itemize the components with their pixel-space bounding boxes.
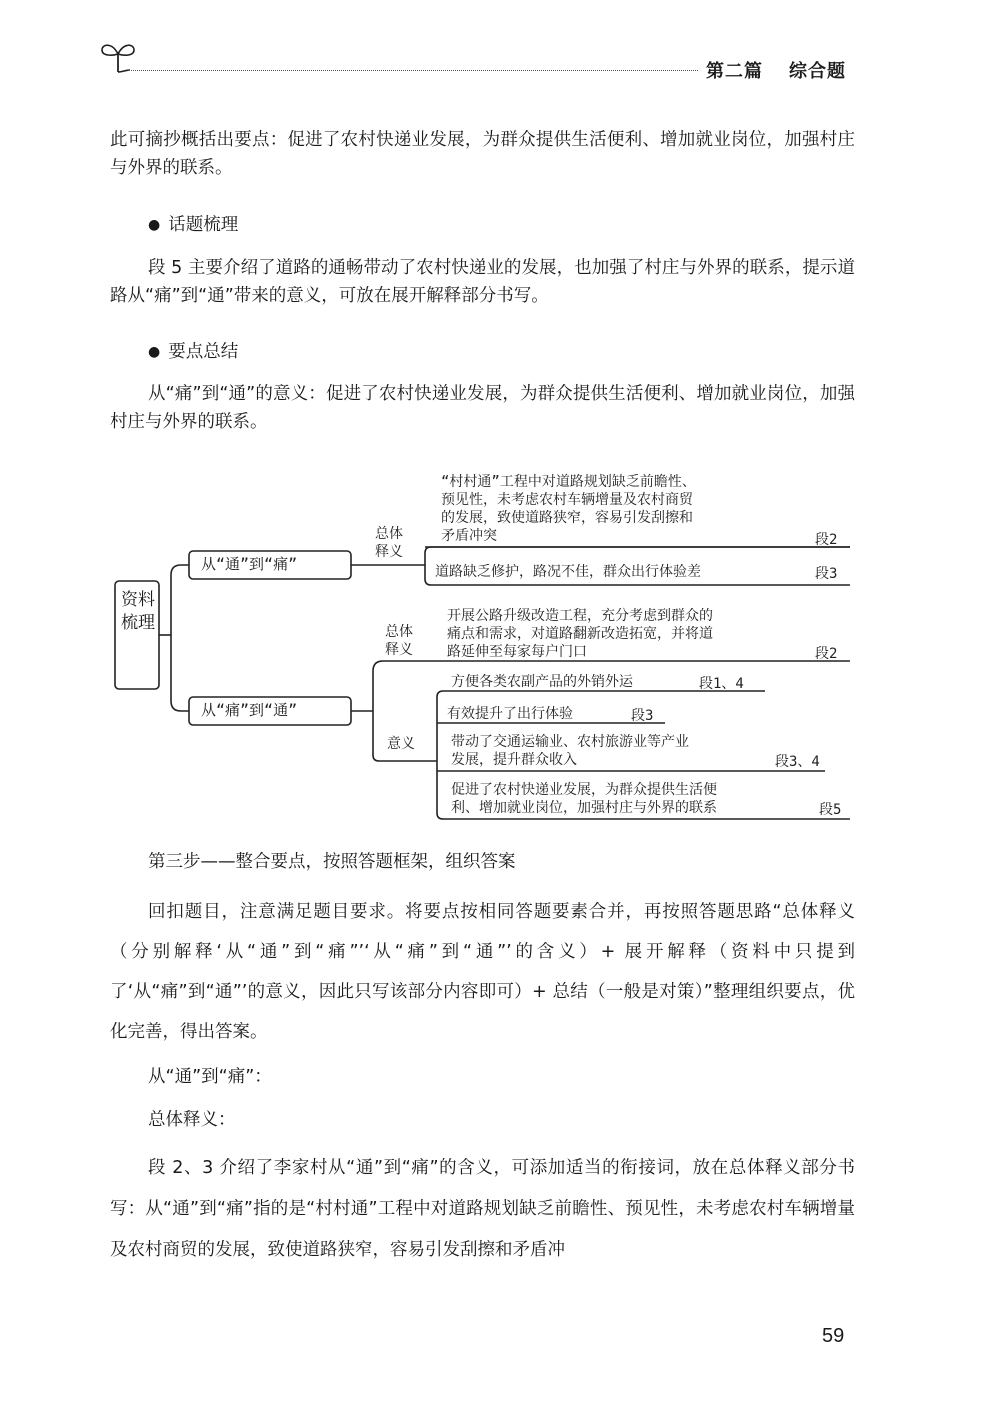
mind-map-root — [120, 589, 156, 635]
branch2-item-1: 开展公路升级改造工程，充分考虑到群众的 痛点和需求，对道路翻新改造拓宽，并将道 路延伸至每家每户门口 — [447, 608, 713, 660]
paragraph-4: 回扣题目，注意满足题目要求。将要点按相同答题要素合并，再按照答题思路“总体释义（分别解释‘从“通”到“痛”’‘从“痛”到“通”’的含义）+ 展开解释（资料中只提到了‘从“痛”到“通”’的意义，因此只写该部分内容即可）+ 总结（一般是对策）”整理组织要点，优化完善，得出答案。 — [110, 902, 855, 1042]
branch2-sub-label-2: 意义 — [387, 736, 415, 752]
branch2-item-4: 带动了交通运输业、农村旅游业等产业 发展，提升群众收入 — [451, 734, 689, 768]
page-header — [0, 0, 1000, 100]
header-section: 综合题 — [789, 61, 846, 82]
step-three-heading: 第三步——整合要点，按照答题框架，组织答案 — [148, 852, 516, 872]
paragraph-6: 总体释义： — [148, 1110, 236, 1130]
header-divider — [128, 70, 698, 71]
paragraph-7: 段 2、3 介绍了李家村从“通”到“痛”的含义，可添加适当的衔接词，放在总体释义部分书写：从“通”到“痛”指的是“村村通”工程中对道路规划缺乏前瞻性、预见性，未考虑农村车辆增量及农村商贸的发展，致使道路狭窄，容易引发刮擦和矛盾冲 — [110, 1158, 855, 1260]
sprout-icon — [98, 38, 138, 74]
branch2-item-5: 促进了农村快递业发展，为群众提供生活便 利、增加就业岗位，加强村庄与外界的联系 — [451, 782, 717, 816]
branch1-item-1-ref: 段2 — [815, 532, 838, 548]
branch2-item-2-ref: 段1、4 — [699, 676, 744, 692]
branch1-item-2-ref: 段3 — [815, 566, 838, 582]
branch2-item-3-ref: 段3 — [631, 708, 654, 724]
branch1-item-1: “村村通”工程中对道路规划缺乏前瞻性、 预见性，未考虑农村车辆增量及农村商贸 的发展，致使道路狭窄，容易引发刮擦和 矛盾冲突 — [441, 474, 696, 544]
branch1-item-2: 道路缺乏修护，路况不佳，群众出行体验差 — [435, 564, 701, 580]
header-title — [706, 57, 846, 83]
header-part: 第二篇 — [706, 61, 763, 82]
paragraph-5: 从“通”到“痛”： — [148, 1067, 272, 1087]
branch1-sub-label: 总体 释义 — [375, 526, 403, 560]
bullet-summary: ● 要点总结 — [148, 338, 238, 367]
branch2-item-5-ref: 段5 — [819, 802, 842, 818]
branch2-item-3: 有效提升了出行体验 — [447, 706, 573, 722]
paragraph-2: 段 5 主要介绍了道路的通畅带动了农村快递业的发展，也加强了村庄与外界的联系，提示道路从“痛”到“通”带来的意义，可放在展开解释部分书写。 — [110, 258, 855, 306]
paragraph-3: 从“痛”到“通”的意义：促进了农村快递业发展，为群众提供生活便利、增加就业岗位，加强村庄与外界的联系。 — [110, 384, 855, 432]
page-number: 59 — [822, 1325, 845, 1347]
bullet-topic: ● 话题梳理 — [148, 211, 238, 240]
branch2-item-2: 方便各类农副产品的外销外运 — [451, 674, 633, 690]
branch2-item-1-ref: 段2 — [815, 646, 838, 662]
branch-tong-to-tong-label: 从“通”到“痛” — [201, 555, 298, 573]
paragraph-1: 此可摘抄概括出要点：促进了农村快递业发展，为群众提供生活便利、增加就业岗位，加强村庄与外界的联系。 — [110, 130, 855, 178]
branch-tong-to-tong-2-label: 从“痛”到“通” — [201, 701, 298, 719]
mind-map — [105, 465, 865, 835]
mind-map-root-label: 资料梳理 — [121, 590, 155, 633]
branch2-sub-label-1: 总体 释义 — [385, 624, 413, 658]
branch2-item-4-ref: 段3、4 — [775, 754, 820, 770]
